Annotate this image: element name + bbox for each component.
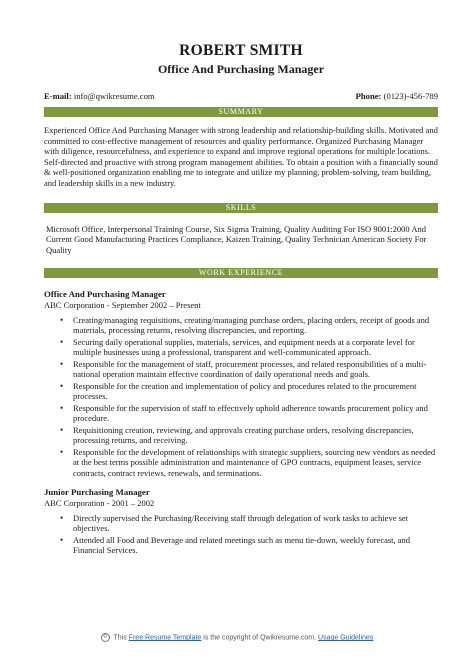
phone-label: Phone: [355,91,382,101]
usage-guidelines-link[interactable]: Usage Guidelines [318,634,374,642]
duty-item: • Responsible for the management of staff, procurement processes, and related responsibilities of a multi-national operation maintain effective coordination of daily operational needs and goals. [60,359,438,380]
duty-item: • Responsible for the development of relationships with strategic suppliers, sourcing new vendors as needed at the best terms possible administration and maintenance of GPO contracts, equipment leases, service contracts, contract reviews, renewals, and terminations. [60,447,438,479]
email-block [44,91,155,101]
candidate-title: Office And Purchasing Manager [157,62,325,76]
job-title: Office And Purchasing Manager [44,289,166,300]
skills-text: Microsoft Office, Interpersonal Training Course, Six Sigma Training, Quality Auditing For ISO 9001:2000 And Current Good Manufacturing Practices Compliance, Kaizen Training, Quality Technician American Society For Quality [46,223,427,255]
summary-text: Experienced Office And Purchasing Manager with strong leadership and relationship-building skills. Motivated and committed to cost-effective management of resources and quality performance. Organized Purchasing Manager with diligence, resourcefulness, and experience to expand and improve regional operations for multiple locations. Self-directed and proactive with strong program management abilities. To obtain a position with a financially sound & well-positioned organization enabling me to integrate and utilize my planning, problem-solving, team building, and leadership skills in a new industry. [44,125,438,188]
duty-item: • Directly supervised the Purchasing/Receiving staff through delegation of work tasks to achieve set objectives. [60,513,438,534]
summary-heading: SUMMARY [44,107,438,117]
footer-middle: is the copyright of Qwikresume.com. [203,634,317,642]
free-resume-template-link[interactable]: Free Resume Template [128,634,202,642]
job-entry [44,289,438,478]
job-duties-list [44,315,438,479]
work-experience-heading: WORK EXPERIENCE [44,268,438,278]
job-duties-list [44,513,438,556]
duty-item: • Attended all Food and Beverage and related meetings such as menu tie-down, weekly forecast, and Financial Services. [60,535,438,556]
job-entry [44,487,438,556]
duty-item: • Creating/managing requisitions, creating/managing purchase orders, placing orders, receipt of goods and materials, processing returns, resolving discrepancies, and reporting. [60,315,438,336]
duty-item: • Requisitioning creation, reviewing, and approvals creating purchase orders, resolving discrepancies, processing returns, and receiving. [60,425,438,446]
job-company-dates: ABC Corporation - 2001 – 2002 [44,498,155,509]
contact-row [44,91,438,101]
phone-value: (0123)-456-789 [383,91,438,101]
duty-item: • Securing daily operational supplies, materials, services, and equipment needs at a corporate level for multiple businesses using a professional, transparent and well-communicated approach. [60,337,438,358]
candidate-name: ROBERT SMITH [179,42,303,59]
email-value[interactable]: info@qwikresume.com [73,91,155,101]
footer [0,633,474,642]
duty-item: • Responsible for the supervision of staff to effectively uphold adherence towards procurement policy and procedure. [60,403,438,424]
duty-item: • Responsible for the creation and implementation of policy and procedures related to the procurement processes. [60,381,438,402]
email-label: E-mail: [44,91,72,101]
footer-prefix: This [113,634,127,642]
phone-block [356,91,438,101]
copyright-icon: © [101,633,110,642]
job-title: Junior Purchasing Manager [44,487,150,498]
skills-heading: SKILLS [44,203,438,213]
job-company-dates: ABC Corporation - September 2002 – Present [44,300,201,311]
